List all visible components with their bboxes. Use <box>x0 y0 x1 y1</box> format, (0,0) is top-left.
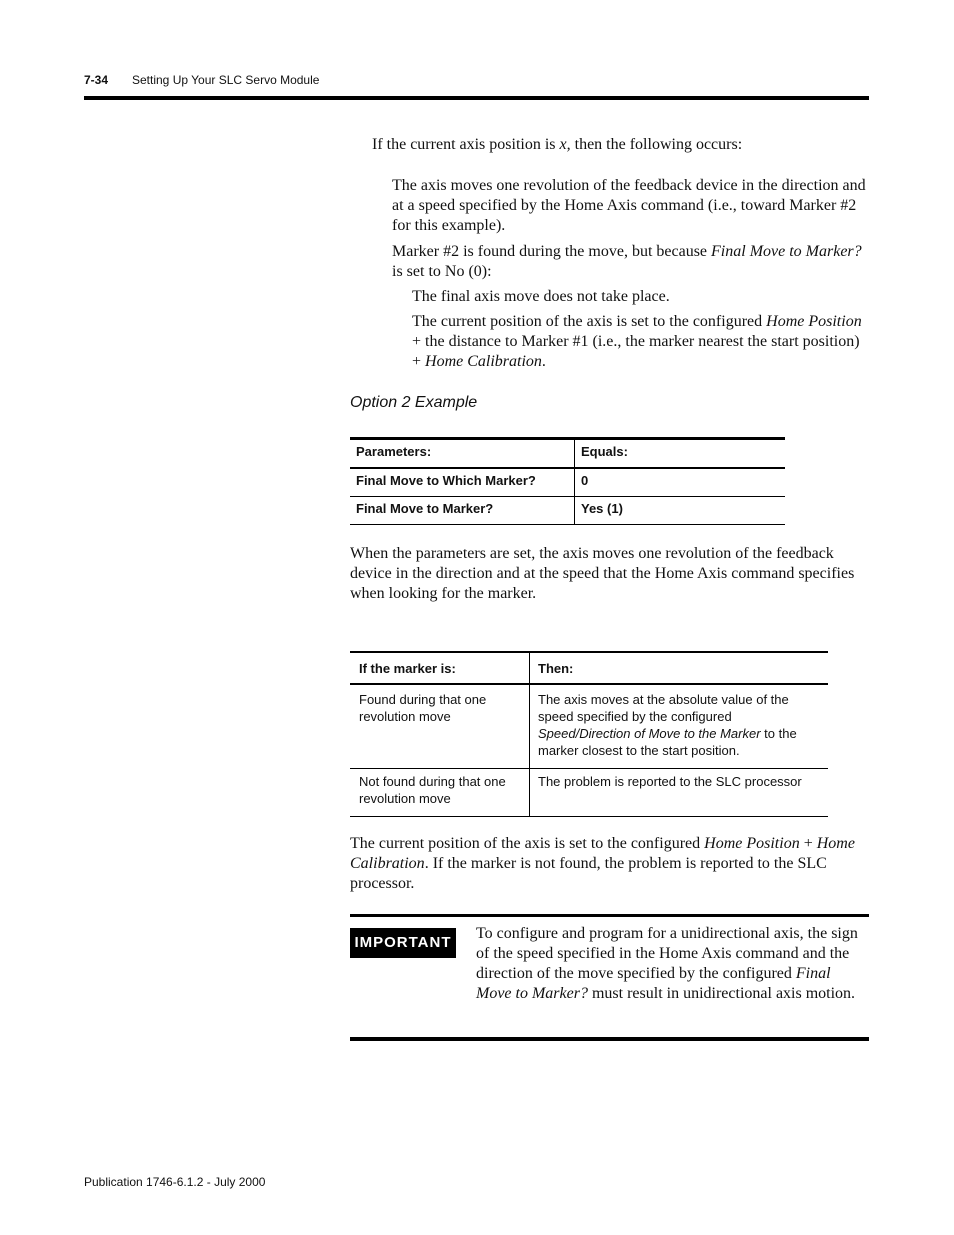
header-cell: Parameters: <box>350 440 575 467</box>
result-paragraph: The current position of the axis is set to the configured Home Position + Home Calibration. If the marker is not found, the problem is reported to the SLC processor. <box>350 835 855 892</box>
step-axis-moves: The axis moves one revolution of the feedback device in the direction and at a speed specified by the Home Axis command (i.e., toward Marker #2 for this example). <box>392 177 866 234</box>
params-paragraph: When the parameters are set, the axis moves one revolution of the feedback device in the direction and at the speed that the Home Axis command specifies when looking for the marker. <box>350 545 855 602</box>
value-cell: 0 <box>581 473 589 488</box>
important-text: To configure and program for a unidirectional axis, the sign of the speed specified in the Home Axis command and the direction of the move specified by the configured Final Move to Marker? must result in unidirectional axis motion. <box>476 925 858 1002</box>
result-cell: The axis moves at the absolute value of the speed specified by the configured Speed/Direction of Move to the Marker to the marker closest to the start position. <box>538 692 797 758</box>
header-cell: Then: <box>538 661 574 676</box>
table-row <box>350 497 785 525</box>
figure-caption: Option 2 Example <box>350 394 478 411</box>
table-row <box>350 685 828 769</box>
substep-position-set: The current position of the axis is set to the configured Home Position + the distance to Marker #1 (i.e., the marker nearest the start position) + Home Calibration. <box>412 313 862 370</box>
table-row <box>350 469 785 497</box>
page-number: 7-34 <box>84 73 109 87</box>
publication-footer: Publication 1746-6.1.2 - July 2000 <box>84 1175 266 1189</box>
important-top-rule <box>350 914 869 917</box>
parameter-cell: Final Move to Which Marker? <box>350 469 575 496</box>
result-cell: The problem is reported to the SLC processor <box>538 774 802 789</box>
condition-cell: Not found during that one revolution move <box>350 769 530 816</box>
important-badge: IMPORTANT <box>350 928 456 958</box>
header-rule <box>84 96 869 100</box>
marker-table <box>350 651 828 817</box>
substep-no-final-move: The final axis move does not take place. <box>412 288 670 305</box>
table-header-row <box>350 653 828 685</box>
step-marker-found: Marker #2 is found during the move, but because Final Move to Marker? is set to No (0): <box>392 243 862 280</box>
header-cell: Equals: <box>581 444 628 459</box>
table-header-row <box>350 440 785 469</box>
option-table <box>350 437 785 525</box>
table-row <box>350 769 828 817</box>
important-bottom-rule <box>350 1037 869 1041</box>
condition-cell: Found during that one revolution move <box>350 685 530 768</box>
header-cell: If the marker is: <box>350 653 530 683</box>
parameter-cell: Final Move to Marker? <box>350 497 575 524</box>
running-header-title: Setting Up Your SLC Servo Module <box>132 73 320 87</box>
value-cell: Yes (1) <box>581 501 623 516</box>
intro-paragraph: If the current axis position is x, then the following occurs: <box>372 136 743 153</box>
